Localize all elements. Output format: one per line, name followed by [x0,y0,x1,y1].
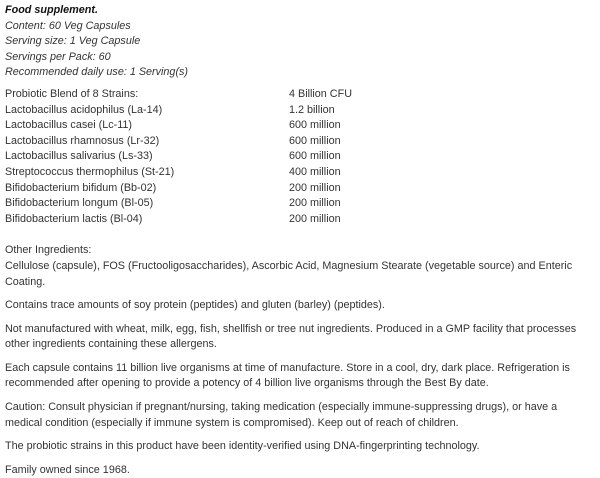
strain-row [5,149,597,165]
dna-verification-note: The probiotic strains in this product have been identity-verified using DNA-fingerprinting technology. [5,440,480,453]
strain-amount: 200 million [289,181,341,194]
strain-row [5,103,597,119]
strain-name: Bifidobacterium lactis (Bl-04) [5,212,143,225]
other-ingredients-heading: Other Ingredients: [5,244,92,257]
product-title: Food supplement. [5,4,98,16]
storage-note: Each capsule contains 11 billion live organisms at time of manufacture. Store in a cool, dry, dark place. Refrigeration is recommended after opening to provide a potency of 4 billion live organisms through the Best By date. [5,361,570,390]
strain-row [5,212,597,228]
servings-per-pack-line: Servings per Pack: 60 [5,50,111,63]
allergen-facility-note: Not manufactured with wheat, milk, egg, fish, shellfish or tree nut ingredients. Produced in a GMP facility that processes other ingredients containing these allergens. [5,322,577,351]
strain-name: Bifidobacterium bifidum (Bb-02) [5,181,157,194]
strain-name: Lactobacillus casei (Lc-11) [5,119,133,132]
other-ingredients [5,243,597,290]
strain-amount: 600 million [289,119,341,132]
strain-amount: 200 million [289,197,341,210]
strain-name: Lactobacillus salivarius (Ls-33) [5,150,153,163]
strain-name: Probiotic Blend of 8 Strains: [5,87,139,100]
strain-name: Streptococcus thermophilus (St-21) [5,165,175,178]
strain-amount: 600 million [289,150,341,163]
content-line: Content: 60 Veg Capsules [5,19,131,32]
family-owned-note: Family owned since 1968. [5,463,130,476]
strain-row [5,134,597,150]
strain-amount: 4 Billion CFU [289,87,352,100]
other-ingredients-list: Cellulose (capsule), FOS (Fructooligosaccharides), Ascorbic Acid, Magnesium Stearate (vegetable source) and Enteric Coating. [5,259,573,288]
strain-row [5,196,597,212]
strain-row [5,87,597,103]
caution-note: Caution: Consult physician if pregnant/nursing, taking medication (especially immune-suppressing drugs), or have a medical condition (especially if immune system is compromised). Keep out of reach of children. [5,401,558,429]
strain-row [5,118,597,134]
strain-table [5,87,597,227]
strain-name: Lactobacillus acidophilus (La-14) [5,103,163,116]
trace-allergen-note: Contains trace amounts of soy protein (peptides) and gluten (barley) (peptides). [5,299,385,312]
strain-amount: 400 million [289,165,341,178]
strain-name: Lactobacillus rhamnosus (Lr-32) [5,134,160,147]
daily-use-line: Recommended daily use: 1 Serving(s) [5,66,189,79]
strain-amount: 600 million [289,134,341,147]
strain-name: Bifidobacterium longum (Bl-05) [5,197,154,210]
strain-amount: 1.2 billion [289,103,335,116]
strain-row [5,181,597,197]
serving-size-line: Serving size: 1 Veg Capsule [5,35,141,48]
strain-row [5,165,597,181]
strain-amount: 200 million [289,212,341,225]
